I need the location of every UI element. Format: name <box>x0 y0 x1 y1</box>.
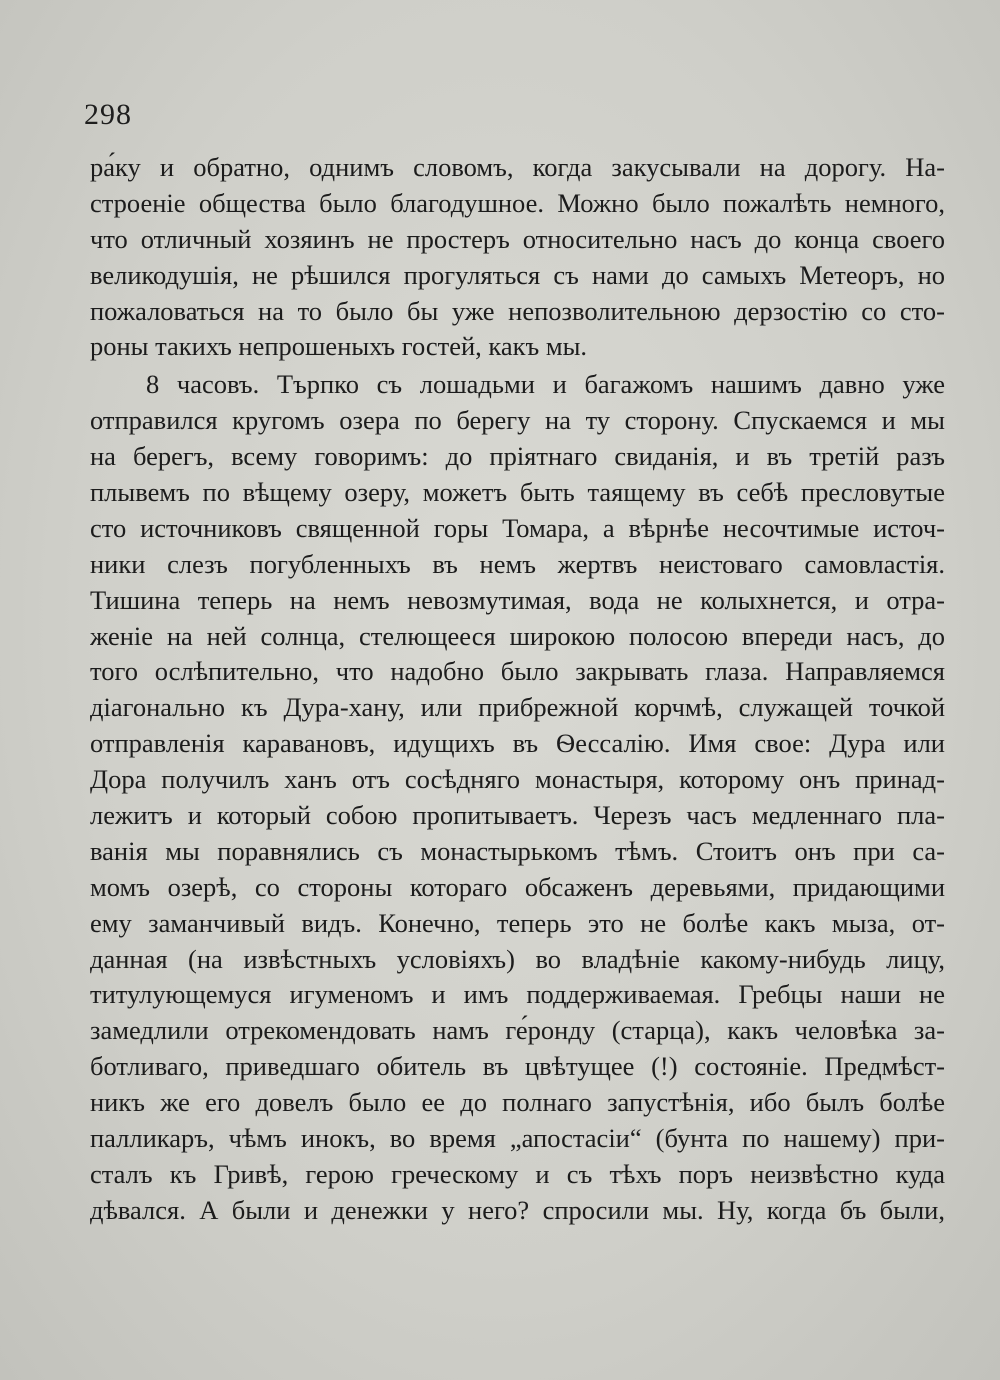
text-line: женіе на ней солнца, стелющееся широкою полосою впереди насъ, до <box>90 620 945 651</box>
text-line: великодушія, не рѣшился прогуляться съ нами до самыхъ Метеоръ, но <box>90 259 945 290</box>
text-line: ботливаго, приведшаго обитель въ цвѣтущее (!) состояніе. Предмѣст- <box>90 1051 945 1082</box>
text-line: Дора получилъ ханъ отъ сосѣдняго монастыря, которому онъ принад- <box>90 764 945 795</box>
body-text <box>90 150 945 1229</box>
text-line: строеніе общества было благодушное. Можно было пожалѣть немного, <box>90 187 945 218</box>
text-line: титулующемуся игуменомъ и имъ поддерживаемая. Гребцы наши не <box>90 979 945 1010</box>
text-line: отправленія каравановъ, идущихъ въ Ѳессалію. Имя свое: Дура или <box>90 728 945 759</box>
text-line: на берегъ, всему говоримъ: до пріятнаго свиданія, и въ третій разъ <box>90 441 945 472</box>
text-line: никъ же его довелъ было ее до полнаго запустѣнія, ибо былъ болѣе <box>90 1087 945 1118</box>
text-line: Тишина теперь на немъ невозмутимая, вода не колыхнется, и отра- <box>90 584 945 615</box>
text-line: пожаловаться на то было бы уже непозволительною дерзостію со сто- <box>90 295 945 326</box>
text-line: сталъ къ Гривѣ, герою греческому и съ тѣхъ поръ неизвѣстно куда <box>90 1158 945 1189</box>
text-line: ему заманчивый видъ. Конечно, теперь это не болѣе какъ мыза, от- <box>90 907 945 938</box>
text-line: сто источниковъ священной горы Томара, а вѣрнѣе несочтимые источ- <box>90 512 945 543</box>
text-line: лежитъ и который собою пропитываетъ. Черезъ часъ медленнаго пла- <box>90 800 945 831</box>
text-line: 8 часовъ. Търпко съ лошадьми и багажомъ нашимъ давно уже <box>146 369 945 400</box>
text-line: дѣвался. А были и денежки у него? спросили мы. Ну, когда бъ были, <box>90 1194 945 1225</box>
text-line: отправился кругомъ озера по берегу на ту сторону. Спускаемся и мы <box>90 405 945 436</box>
text-line: замедлили отрекомендовать намъ ге́ронду (старца), какъ человѣка за- <box>90 1015 945 1046</box>
text-line: роны такихъ непрошеныхъ гостей, какъ мы. <box>90 331 588 362</box>
text-line: ванія мы поравнялись съ монастырькомъ тѣмъ. Стоитъ онъ при са- <box>90 835 945 866</box>
text-line: палликаръ, чѣмъ инокъ, во время „апостасіи“ (бунта по нашему) при- <box>90 1123 945 1154</box>
text-line: того ослѣпительно, что надобно было закрывать глаза. Направляемся <box>90 656 945 687</box>
text-line: что отличный хозяинъ не простеръ относительно насъ до конца своего <box>90 223 945 254</box>
text-line: діагонально къ Дура-хану, или прибрежной корчмѣ, служащей точкой <box>90 692 945 723</box>
text-line: момъ озерѣ, со стороны котораго обсаженъ деревьями, придающими <box>90 871 945 902</box>
text-line: ники слезъ погубленныхъ въ немъ жертвъ неистоваго самовластія. <box>90 548 945 579</box>
text-line: данная (на извѣстныхъ условіяхъ) во владѣніе какому-нибудь лицу, <box>90 943 945 974</box>
page-number: 298 <box>84 98 132 131</box>
text-line: плывемъ по вѣщему озеру, можетъ быть таящему въ себѣ пресловутые <box>90 477 945 508</box>
text-line: ра́ку и обратно, однимъ словомъ, когда закусывали на дорогу. На- <box>90 152 945 182</box>
